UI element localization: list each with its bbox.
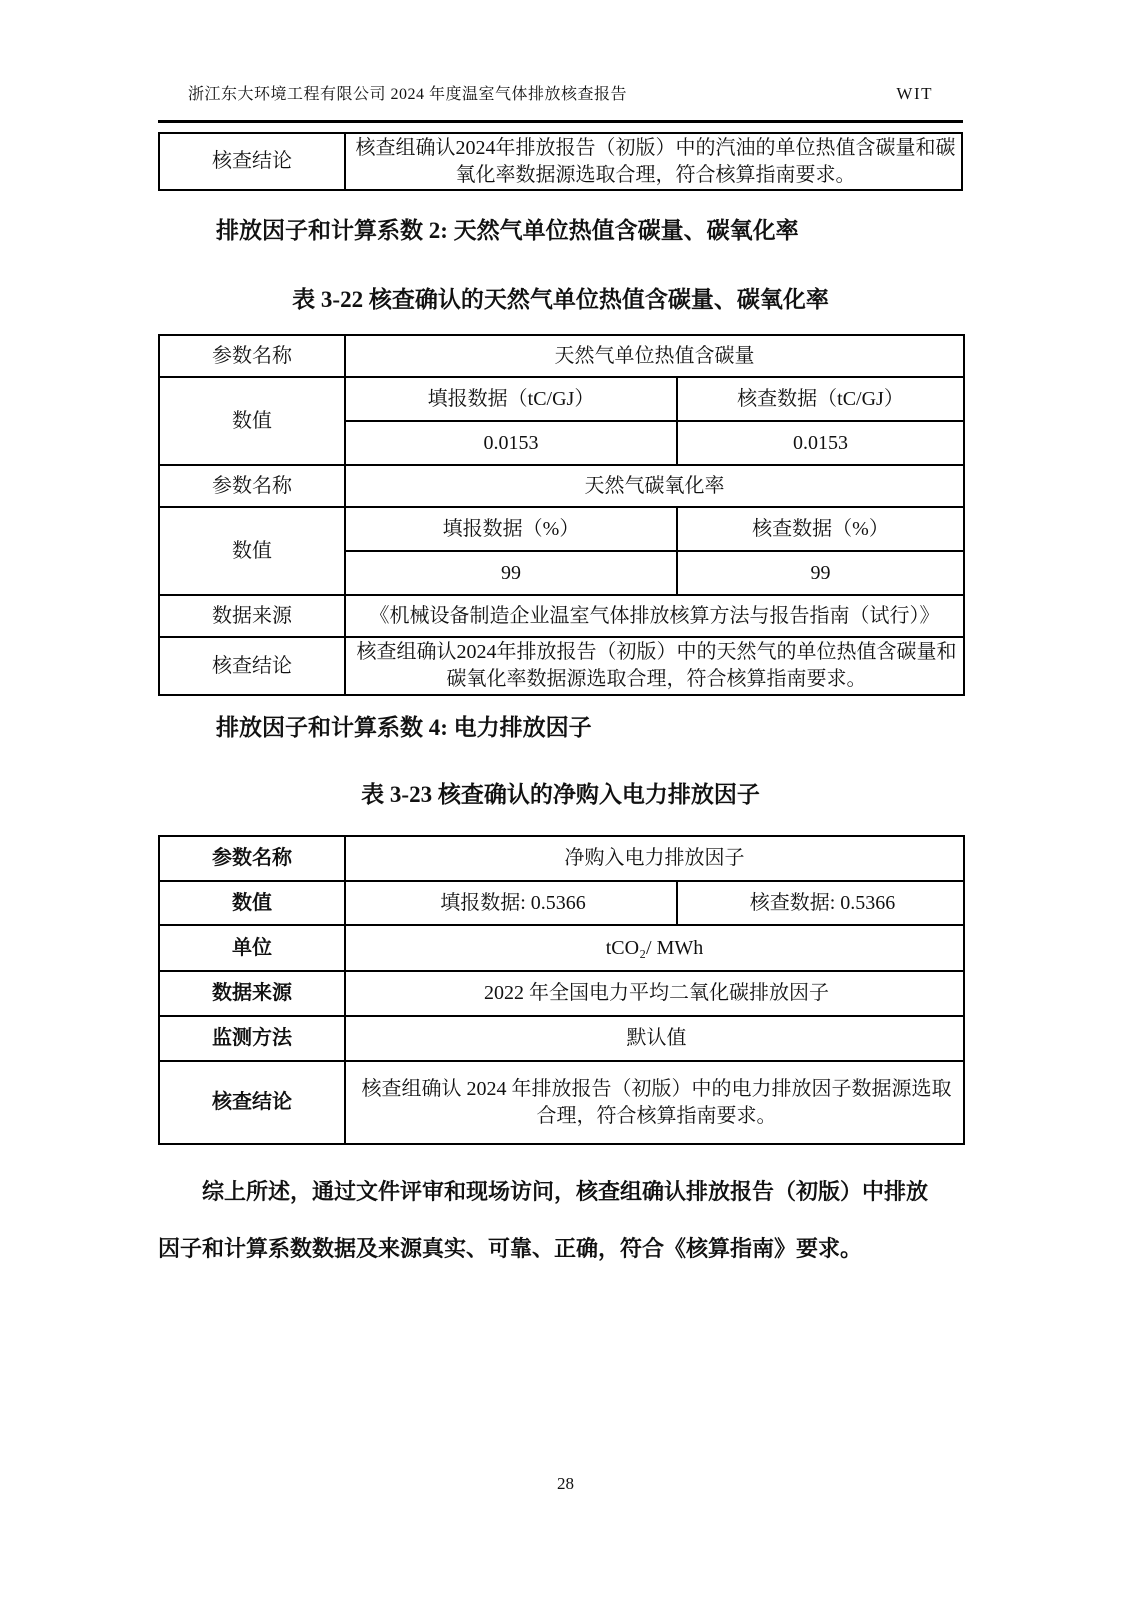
header-brand-mark: WIT xyxy=(896,84,933,103)
power-method-label: 监测方法 xyxy=(159,1016,345,1061)
gas-source-label: 数据来源 xyxy=(159,595,345,637)
power-source-value: 2022 年全国电力平均二氧化碳排放因子 xyxy=(345,971,964,1016)
power-unit-label: 单位 xyxy=(159,925,345,971)
gas-conclusion-label: 核查结论 xyxy=(159,637,345,695)
gas-param-value-2: 天然气碳氧化率 xyxy=(345,465,964,507)
gas-reported-header-2: 填报数据（%） xyxy=(345,507,677,551)
gas-verified-header-1: 核查数据（tC/GJ） xyxy=(677,377,964,421)
power-param-value: 净购入电力排放因子 xyxy=(345,836,964,881)
gas-reported-header-1: 填报数据（tC/GJ） xyxy=(345,377,677,421)
power-reported-value: 填报数据: 0.5366 xyxy=(345,881,677,925)
gas-value-label-1: 数值 xyxy=(159,377,345,465)
gas-value-label-2: 数值 xyxy=(159,507,345,595)
gas-factor-table xyxy=(158,334,965,696)
gas-param-label-2: 参数名称 xyxy=(159,465,345,507)
header-rule xyxy=(158,120,963,123)
power-param-label: 参数名称 xyxy=(159,836,345,881)
gas-reported-value-2: 99 xyxy=(345,551,677,595)
power-verified-value: 核查数据: 0.5366 xyxy=(677,881,964,925)
page-number: 28 xyxy=(557,1474,574,1493)
table-title-power: 表 3-23 核查确认的净购入电力排放因子 xyxy=(361,782,760,807)
running-header xyxy=(158,84,963,104)
header-title: 浙江东大环境工程有限公司 2024 年度温室气体排放核查报告 xyxy=(188,86,628,103)
power-factor-table xyxy=(158,835,965,1145)
power-method-value: 默认值 xyxy=(345,1016,964,1061)
gas-reported-value-1: 0.0153 xyxy=(345,421,677,465)
gas-param-label-1: 参数名称 xyxy=(159,335,345,377)
power-source-label: 数据来源 xyxy=(159,971,345,1016)
power-value-label: 数值 xyxy=(159,881,345,925)
power-unit-value: tCO₂/ MWh xyxy=(345,925,964,971)
gas-verified-value-2: 99 xyxy=(677,551,964,595)
top-conclusion-table xyxy=(158,132,963,191)
power-conclusion-label: 核查结论 xyxy=(159,1061,345,1144)
gas-verified-value-1: 0.0153 xyxy=(677,421,964,465)
power-conclusion-value: 核查组确认 2024 年排放报告（初版）中的电力排放因子数据源选取合理，符合核算指南要求。 xyxy=(345,1061,964,1144)
gas-source-value: 《机械设备制造企业温室气体排放核算方法与报告指南（试行）》 xyxy=(345,595,964,637)
section-heading-power: 排放因子和计算系数 4: 电力排放因子 xyxy=(216,715,592,740)
summary-paragraph: 综上所述，通过文件评审和现场访问，核查组确认排放报告（初版）中排放因子和计算系数数据及来源真实、可靠、正确，符合《核算指南》要求。 xyxy=(158,1179,929,1261)
table-title-gas: 表 3-22 核查确认的天然气单位热值含碳量、碳氧化率 xyxy=(292,287,829,312)
section-heading-gas: 排放因子和计算系数 2: 天然气单位热值含碳量、碳氧化率 xyxy=(216,218,799,243)
top-conclusion-content: 核查组确认2024年排放报告（初版）中的汽油的单位热值含碳量和碳氧化率数据源选取合理，符合核算指南要求。 xyxy=(345,133,962,190)
gas-conclusion-value: 核查组确认2024年排放报告（初版）中的天然气的单位热值含碳量和碳氧化率数据源选取合理，符合核算指南要求。 xyxy=(345,637,964,695)
top-conclusion-label: 核查结论 xyxy=(159,133,345,190)
gas-verified-header-2: 核查数据（%） xyxy=(677,507,964,551)
gas-param-value-1: 天然气单位热值含碳量 xyxy=(345,335,964,377)
